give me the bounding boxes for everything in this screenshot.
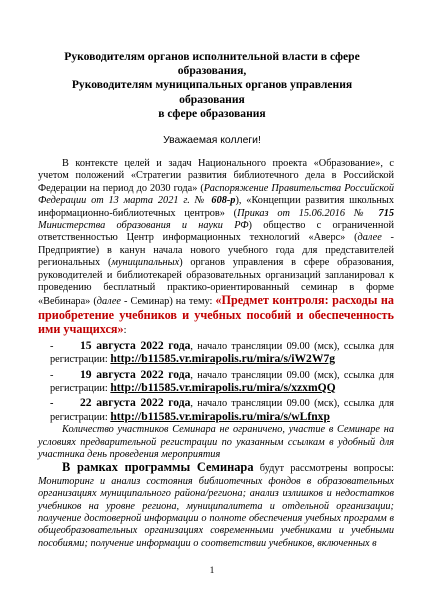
intro-citation: Министерства образования и науки РФ: [38, 220, 249, 232]
registration-link[interactable]: http://b11585.vr.mirapolis.ru/mira/s/wLfnxp: [110, 409, 330, 423]
heading-line: Руководителям органов исполнительной власти в сфере: [64, 50, 360, 63]
seminar-topic: «Предмет контроля: расходы на приобретение учебников и учебных пособий и обеспеченность ими учащихся»: [38, 293, 394, 337]
program-topics: Мониторинг и анализ состояния библиотечных фондов в образовательных организациях муниципального района/региона; анализ излишков и недостатков учебников на уровне региона, муниципалитета и отдельной организации; получение достоверной информации о полноте обеспечения учебных программ в общеобразовательных организациях современными учебниками и учебными пособиями; получение информации о соответствии учебников, включенных в: [38, 475, 394, 549]
intro-citation: Распоряжение Правительства Российской Федерации от 13 марта 2021 г. №: [38, 182, 394, 207]
intro-italic: далее: [96, 296, 121, 308]
intro-text: В контексте целей и задач Национального проекта «Образование», с учетом положений «Стратегии развития библиотечного дела в Российской Федерации на период до 2030 года» (: [38, 158, 394, 194]
letter-body: [38, 158, 394, 550]
list-dash: -: [50, 340, 54, 352]
registration-link[interactable]: http://b11585.vr.mirapolis.ru/mira/s/xzxmQQ: [110, 380, 336, 394]
registration-text: , начало трансляции 09.00 (мск), ссылка для регистрации:: [50, 340, 394, 366]
page-number: 1: [209, 566, 215, 576]
intro-citation-number: 715: [369, 207, 394, 219]
registration-item: [38, 369, 394, 396]
intro-text: ), «Концепции развития школьных информационно-библиотечных центров» (: [38, 195, 394, 219]
intro-citation-number: 608-р: [206, 195, 236, 207]
seminar-date: 22 августа 2022 года: [80, 396, 191, 410]
intro-text: :: [123, 325, 127, 337]
registration-link[interactable]: http://b11585.vr.mirapolis.ru/mira/s/iW2W7g: [110, 352, 336, 366]
participation-note: Количество участников Семинара не ограничено, участие в Семинаре на условиях предварительной регистрации по указанным ссылкам в удобный для участника день проведения мероприятия: [38, 424, 394, 460]
heading-line: образования,: [177, 64, 247, 78]
intro-italic: далее: [357, 232, 382, 244]
intro-paragraph: [38, 158, 394, 338]
list-dash: -: [50, 398, 54, 410]
seminar-date: 19 августа 2022 года: [80, 367, 191, 381]
seminar-date: 15 августа 2022 года: [80, 338, 191, 352]
intro-text: - Предприятие) в канун начала нового учебного года для представителей региональных (: [38, 232, 394, 269]
program-text: будут рассмотрены вопросы:: [253, 463, 394, 475]
program-paragraph: [38, 461, 394, 550]
registration-text: , начало трансляции 09.00 (мск), ссылка для регистрации:: [50, 369, 394, 394]
intro-text: ) общество с ограниченной ответственностью Центр информационных технологий «Аверс» (: [38, 220, 394, 244]
registration-text: , начало трансляции 09.00 (мск), ссылка для регистрации:: [50, 398, 394, 423]
intro-text: ) органов управления в сфере образования, руководителей и библиотекарей образовательных организаций запланировал к проведению бесплатный практико-ориентированный семинар в форме «Вебинара» (: [38, 257, 395, 308]
heading-line: в сфере образования: [158, 106, 266, 120]
greeting: Уважаемая коллеги!: [163, 135, 261, 146]
registration-item: [38, 397, 394, 424]
intro-italic: муниципальных: [111, 257, 180, 269]
addressee-heading: [40, 50, 384, 121]
program-lead: В рамках программы Семинара: [62, 460, 254, 475]
heading-line: Руководителям муниципальных органов управления образования: [71, 78, 353, 106]
list-dash: -: [50, 369, 54, 381]
intro-text: - Семинар) на тему:: [121, 296, 216, 308]
registration-item: [38, 340, 394, 367]
intro-citation: Приказ от 15.06.2016 №: [237, 207, 370, 219]
